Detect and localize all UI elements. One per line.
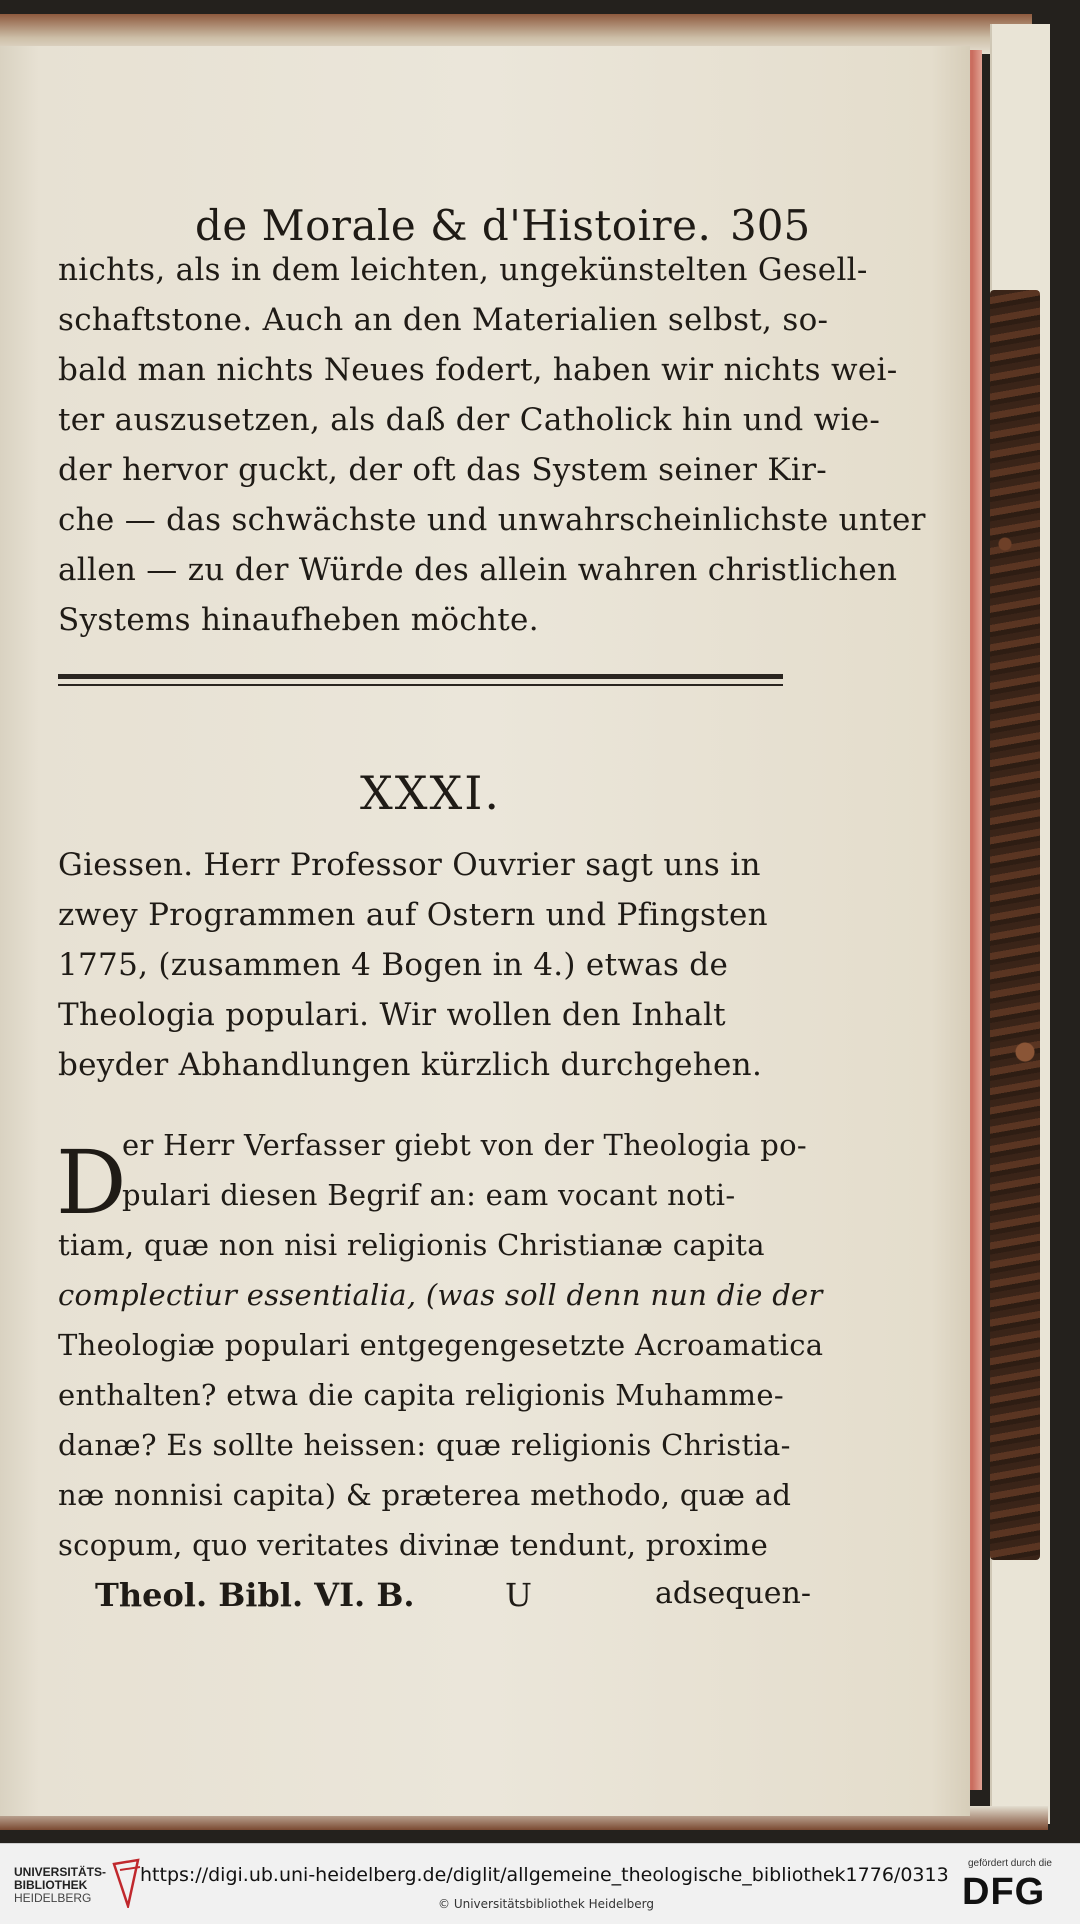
body-line: nichts, als in dem leichten, ungekünstelten Gesell- — [58, 252, 868, 288]
intro-line: 1775, (zusammen 4 Bogen in 4.) etwas de — [58, 947, 729, 983]
viewer-footer — [0, 1843, 1080, 1924]
body-line: ter auszusetzen, als daß der Catholick hin und wie- — [58, 402, 881, 438]
section-rule-thin — [58, 684, 783, 686]
drop-cap: D — [56, 1131, 127, 1234]
section-rule-thick — [58, 674, 783, 679]
page-number: 305 — [730, 201, 811, 250]
copyright-notice: © Universitätsbibliothek Heidelberg — [438, 1897, 655, 1911]
body-line: enthalten? etwa die capita religionis Muhamme- — [58, 1378, 784, 1412]
body-line: Systems hinaufheben möchte. — [58, 602, 539, 638]
body-line: che — das schwächste und unwahrscheinlichste unter — [58, 502, 926, 538]
body-line: scopum, quo veritates divinæ tendunt, proxime — [58, 1528, 769, 1562]
intro-line: Theologia populari. Wir wollen den Inhalt — [58, 997, 726, 1033]
logo-line: UNIVERSITÄTS- — [14, 1865, 107, 1879]
running-head: de Morale & d'Histoire. — [195, 201, 712, 250]
intro-line: zwey Programmen auf Ostern und Pfingsten — [58, 897, 768, 933]
section-number: XXXI. — [360, 766, 502, 820]
body-line: danæ? Es sollte heissen: quæ religionis Christia- — [58, 1428, 791, 1462]
logo-line: HEIDELBERG — [14, 1891, 92, 1905]
logo-line: BIBLIOTHEK — [14, 1878, 88, 1892]
intro-line: Giessen. Herr Professor Ouvrier sagt uns in — [58, 847, 761, 883]
book-page — [0, 46, 970, 1816]
body-line: schaftstone. Auch an den Materialien selbst, so- — [58, 302, 829, 338]
university-library-logo[interactable] — [14, 1866, 106, 1905]
catchword: adsequen- — [655, 1576, 811, 1611]
dfg-logo[interactable]: DFG — [962, 1871, 1046, 1913]
body-line: complectiur essentialia, (was soll denn nun die der — [58, 1278, 823, 1312]
body-line: Theologiæ populari entgegengesetzte Acroamatica — [58, 1328, 824, 1362]
funded-by-label: gefördert durch die — [968, 1858, 1052, 1869]
body-line: næ nonnisi capita) & præterea methodo, quæ ad — [58, 1478, 792, 1512]
body-line: allen — zu der Würde des allein wahren christlichen — [58, 552, 898, 588]
permalink-url[interactable]: https://digi.ub.uni-heidelberg.de/diglit/allgemeine_theologische_bibliothek1776/0313 — [140, 1864, 949, 1886]
body-line: bald man nichts Neues fodert, haben wir nichts wei- — [58, 352, 898, 388]
body-line: tiam, quæ non nisi religionis Christianæ capita — [58, 1228, 765, 1262]
body-line: der hervor guckt, der oft das System seiner Kir- — [58, 452, 827, 488]
gathering-mark: U — [505, 1576, 532, 1614]
body-line: er Herr Verfasser giebt von der Theologia po- — [122, 1128, 808, 1162]
signature-mark: Theol. Bibl. VI. B. — [95, 1576, 415, 1614]
intro-line: beyder Abhandlungen kürzlich durchgehen. — [58, 1047, 763, 1083]
body-line: pulari diesen Begrif an: eam vocant noti- — [122, 1178, 736, 1212]
marbled-paper — [990, 290, 1040, 1560]
